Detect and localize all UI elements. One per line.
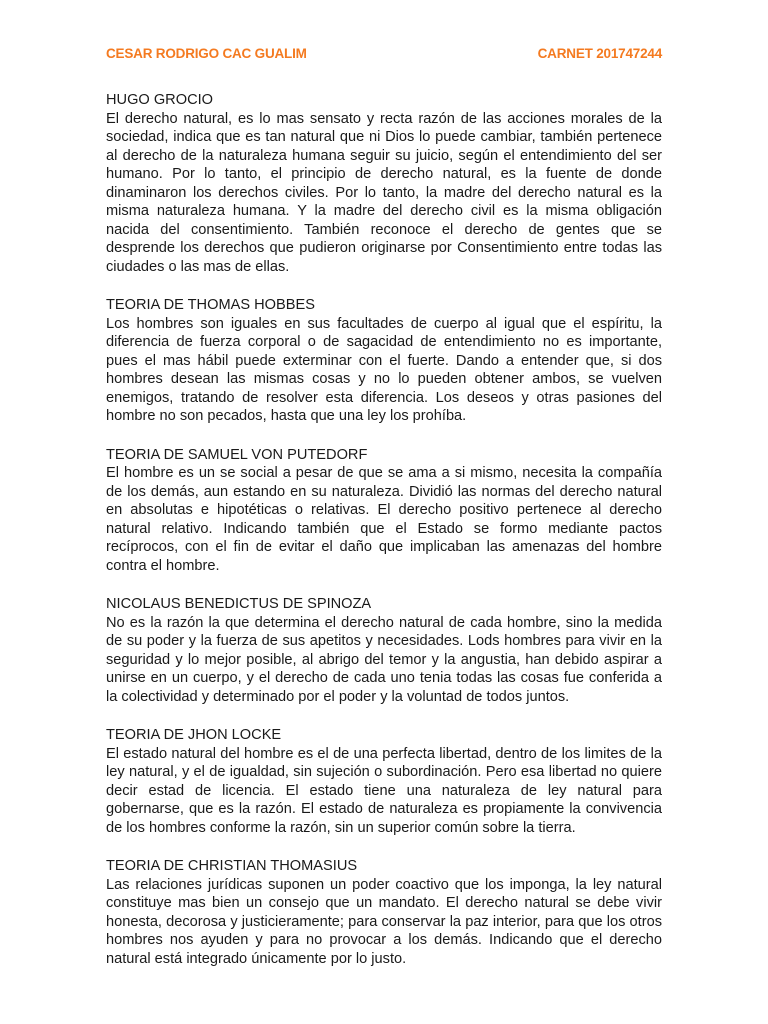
carnet-number: CARNET 201747244 (537, 46, 662, 61)
section-heading: NICOLAUS BENEDICTUS DE SPINOZA (106, 596, 372, 612)
section-thomas-hobbes (106, 296, 662, 426)
section-heading: TEORIA DE JHON LOCKE (106, 727, 282, 743)
section-heading: TEORIA DE SAMUEL VON PUTEDORF (106, 446, 368, 463)
section-jhon-locke (106, 726, 662, 837)
section-heading: TEORIA DE THOMAS HOBBES (106, 297, 315, 313)
section-hugo-grocio (106, 91, 662, 276)
page-header (106, 46, 662, 61)
section-christian-thomasius (106, 857, 662, 968)
section-paragraph: El derecho natural, es lo mas sensato y recta razón de las acciones morales de la sociedad, indica que es tan natural que ni Dios lo puede cambiar, también pertenece al derecho de la naturaleza humana seguir su juicio, según el entendimiento del ser humano. Por lo tanto, el principio de derecho natural, es la fuente de donde dinaminaron los derechos civiles. Por lo tanto, la madre del derecho natural es la misma naturaleza humana. Y la madre del derecho civil es la misma obligación nacida del consentimiento. También reconoce el derecho de gentes que se desprende los derechos que pudieron originarse por Consentimiento entre todas las ciudades o las mas de ellas. (106, 110, 662, 275)
section-paragraph: El hombre es un se social a pesar de que se ama a si mismo, necesita la compañía de los demás, aun estando en su naturaleza. Dividió las normas del derecho natural en absolutas e hipotéticas o relativas. El derecho positivo pertenece al derecho natural relativo. Indicando también que el Estado se formo mediante pactos recíprocos, con el fin de evitar el daño que implicaban las amenazas del hombre contra el hombre. (106, 465, 662, 574)
section-paragraph: Las relaciones jurídicas suponen un poder coactivo que los imponga, la ley natural constituye mas bien un consejo que un mandato. El derecho natural se debe vivir honesta, decorosa y justicieramente; para conservar la paz interior, para que los otros hombres nos ayuden y para no provocar a los demás. Indicando que el derecho natural está integrado únicamente por lo justo. (106, 876, 662, 967)
section-paragraph: Los hombres son iguales en sus facultades de cuerpo al igual que el espíritu, la diferencia de fuerza corporal o de sagacidad de entendimiento no es importante, pues el mas hábil puede exterminar con el fuerte. Dando a entender que, si dos hombres desean las mismas cosas y no lo pueden obtener ambos, se vuelven enemigos, tratando de resolver esta diferencia. Los deseos y otras pasiones del hombre no son pecados, hasta que una ley los prohíba. (106, 315, 662, 424)
section-paragraph: No es la razón la que determina el derecho natural de cada hombre, sino la medida de su poder y la fuerza de sus apetitos y necesidades. Lods hombres para vivir en la seguridad y lo mejor posible, al abrigo del temor y la angustia, han debido aspirar a unirse en un cuerpo, y el derecho de cada uno tenia todas las cosas fue conferida a la colectividad y determinado por el poder y la voluntad de todos juntos. (106, 614, 662, 705)
section-spinoza (106, 595, 662, 706)
author-name: CESAR RODRIGO CAC GUALIM (106, 46, 307, 61)
section-samuel-von-putedorf (106, 446, 662, 576)
section-heading: HUGO GROCIO (106, 92, 214, 108)
section-heading: TEORIA DE CHRISTIAN THOMASIUS (106, 858, 358, 874)
section-paragraph: El estado natural del hombre es el de una perfecta libertad, dentro de los limites de la ley natural, y el de igualdad, sin sujeción o subordinación. Pero esa libertad no quiere decir estad de licencia. El estado tiene una naturaleza de ley natural para gobernarse, que es la razón. El estado de naturaleza es propiamente la convivencia de los hombres conforme la razón, sin un superior común sobre la tierra. (106, 745, 662, 836)
document-body (106, 91, 662, 988)
